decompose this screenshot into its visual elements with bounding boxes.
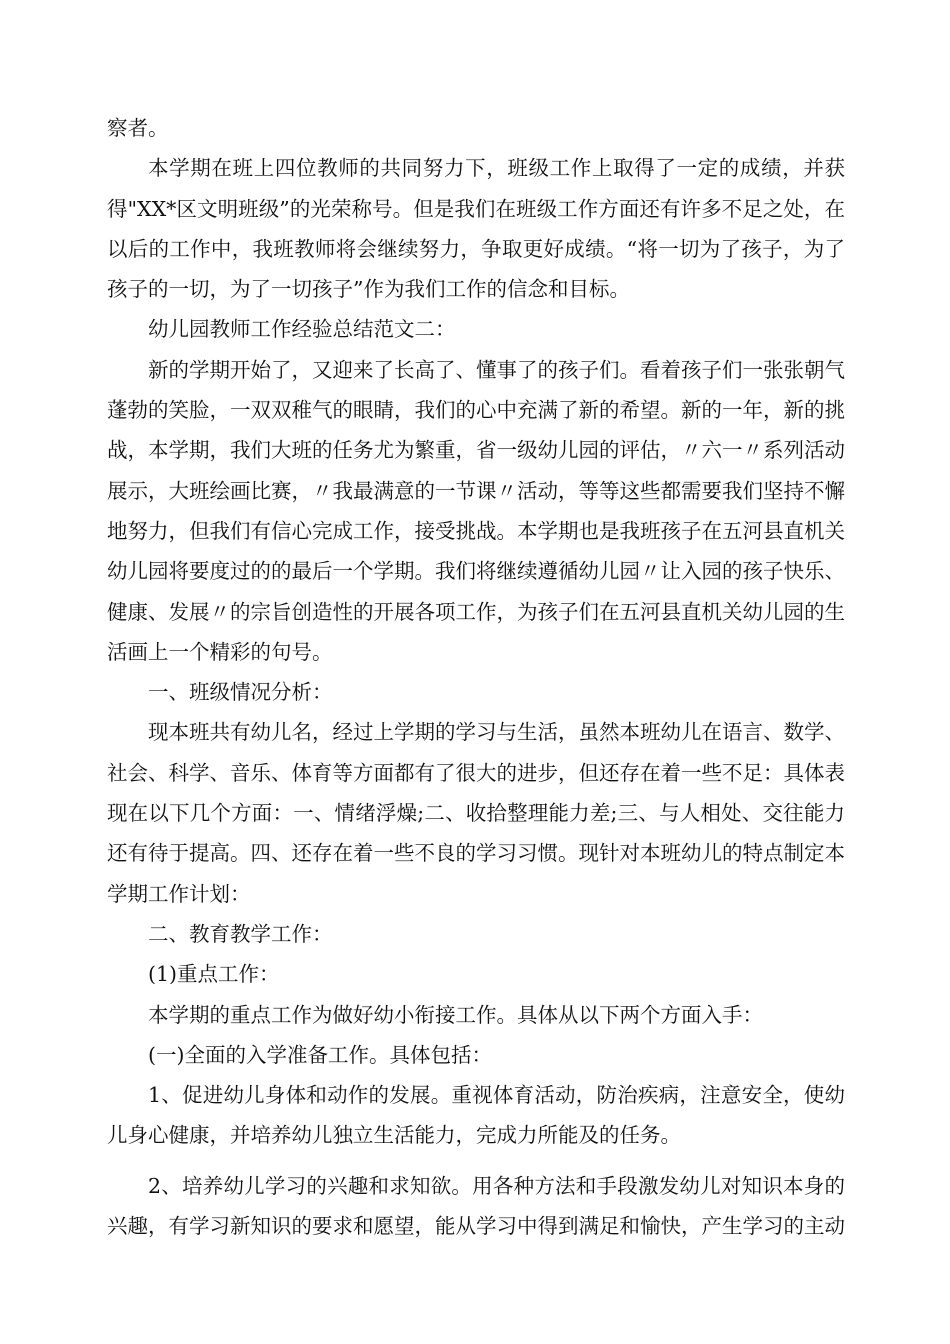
paragraph-continuation: 察者。 bbox=[107, 116, 169, 140]
paragraph-class-achievement: 本学期在班上四位教师的共同努力下，班级工作上取得了一定的成绩，并获得"XX*区文明班级”的光荣称号。但是我们在班级工作方面还有许多不足之处，在以后的工作中，我班教师将会继续努力，争取更好成绩。“将一切为了孩子，为了孩子的一切，为了一切孩子”作为我们工作的信念和目标。 bbox=[107, 156, 845, 302]
heading-teaching-work: 二、教育教学工作： bbox=[148, 921, 333, 946]
paragraph-key-work: 本学期的重点工作为做好幼小衔接工作。具体从以下两个方面入手： bbox=[148, 1002, 763, 1027]
paragraph-new-semester: 新的学期开始了，又迎来了长高了、懂事了的孩子们。看着孩子们一张张朝气蓬勃的笑脸，一双双稚气的眼睛，我们的心中充满了新的希望。新的一年，新的挑战，本学期，我们大班的任务尤为繁重，省一级幼儿园的评估，〃六一〃系列活动展示，大班绘画比赛，〃我最满意的一节课〃活动，等等这些都需要我们坚持不懈地努力，但我们有信心完成工作，接受挑战。本学期也是我班孩子在五河县直机关幼儿园将要度过的的最后一个学期。我们将继续遵循幼儿园〃让入园的孩子快乐、健康、发展〃的宗旨创造性的开展各项工作，为孩子们在五河县直机关幼儿园的生活画上一个精彩的句号。 bbox=[107, 357, 845, 664]
list-item-learning-interest: 2、培养幼儿学习的兴趣和求知欲。用各种方法和手段激发幼儿对知识本身的兴趣，有学习新知识的要求和愿望，能从学习中得到满足和愉快，产生学习的主动 bbox=[107, 1173, 845, 1239]
heading-school-prep: (一)全面的入学准备工作。具体包括： bbox=[148, 1042, 492, 1067]
heading-class-analysis: 一、班级情况分析： bbox=[148, 680, 333, 705]
document-body bbox=[107, 108, 845, 1246]
section-heading-sample-two: 幼儿园教师工作经验总结范文二： bbox=[148, 317, 456, 342]
heading-key-work: (1)重点工作： bbox=[148, 962, 280, 987]
paragraph-class-analysis: 现本班共有幼儿名，经过上学期的学习与生活，虽然本班幼儿在语言、数学、社会、科学、音乐、体育等方面都有了很大的进步，但还存在着一些不足：具体表现在以下几个方面：一、情绪浮燥;二、收拾整理能力差;三、与人相处、交往能力还有待于提高。四、还存在着一些不良的学习习惯。现针对本班幼儿的特点制定本学期工作计划： bbox=[107, 720, 845, 906]
list-item-physical-development: 1、促进幼儿身体和动作的发展。重视体育活动，防治疾病，注意安全，使幼儿身心健康，并培养幼儿独立生活能力，完成力所能及的任务。 bbox=[107, 1083, 845, 1148]
